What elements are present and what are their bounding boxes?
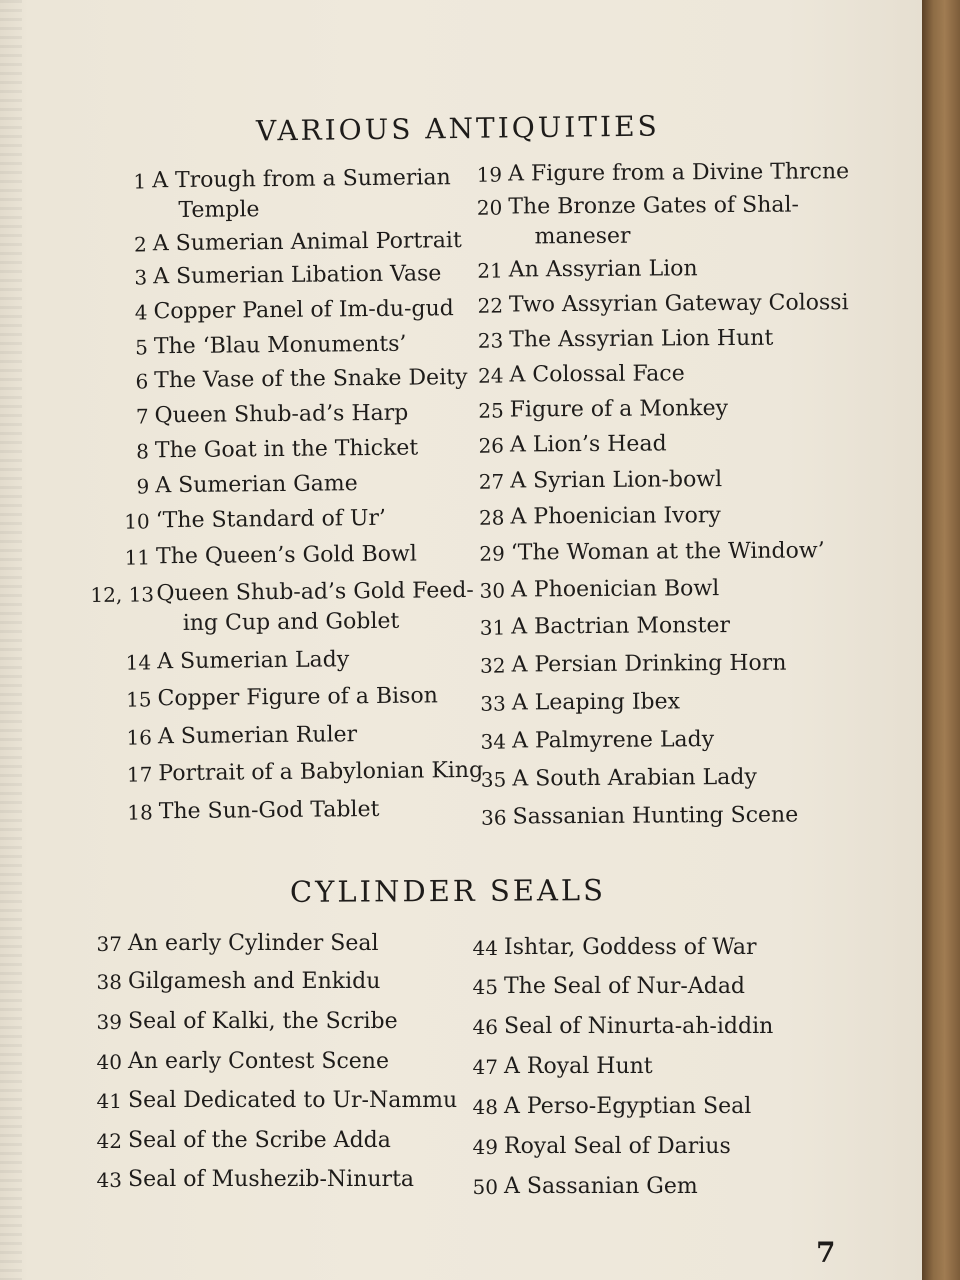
plate-title-continuation: Temple — [178, 197, 260, 224]
plate-number: 48 — [472, 1095, 498, 1119]
plate-number: 47 — [472, 1055, 498, 1079]
plate-number: 40 — [96, 1050, 122, 1074]
plate-title: Ishtar, Goddess of War — [504, 935, 757, 960]
plate-title: A Phoenician Ivory — [510, 503, 721, 530]
plate-title: Queen Shub-ad’s Gold Feed- — [156, 577, 474, 607]
plate-number: 3 — [134, 265, 148, 290]
plate-number: 35 — [480, 767, 507, 792]
plate-number: 32 — [479, 653, 506, 678]
plate-title: A Sumerian Animal Portrait — [152, 228, 462, 257]
plate-title: A Colossal Face — [509, 361, 685, 388]
plate-title: An Assyrian Lion — [508, 256, 698, 283]
section-heading-cylinder-seals: CYLINDER SEALS — [289, 873, 607, 909]
plate-number: 11 — [124, 545, 151, 570]
plate-title: A Palmyrene Lady — [511, 727, 715, 754]
plate-title: A Lion’s Head — [509, 431, 667, 458]
plate-number: 30 — [479, 578, 506, 603]
plate-title: Two Assyrian Gateway Colossi — [508, 290, 849, 318]
plate-title: The ‘Blau Monuments’ — [153, 331, 407, 360]
plate-number: 20 — [476, 195, 503, 220]
plate-number: 8 — [136, 439, 150, 464]
plate-number: 33 — [480, 691, 506, 716]
plate-number: 14 — [125, 650, 152, 675]
plate-number: 50 — [472, 1175, 498, 1199]
plate-number: 44 — [472, 936, 498, 960]
plate-title: A Sassanian Gem — [504, 1174, 698, 1199]
plate-title: A Sumerian Game — [155, 471, 358, 499]
plate-number: 10 — [124, 509, 150, 534]
plate-number: 22 — [477, 293, 504, 318]
plate-title: The Sun-God Tablet — [158, 796, 380, 825]
plate-number: 46 — [472, 1015, 498, 1039]
plate-number: 36 — [481, 805, 507, 830]
plate-title: An early Contest Scene — [128, 1049, 389, 1074]
plate-title: A South Arabian Lady — [512, 764, 757, 792]
page-number: 7 — [816, 1236, 836, 1269]
plate-title: A Perso-Egyptian Seal — [504, 1094, 752, 1119]
plate-number: 21 — [477, 258, 503, 283]
plate-title: Seal of Mushezib-Ninurta — [128, 1167, 415, 1192]
plate-number: 15 — [125, 687, 152, 712]
plate-number: 38 — [96, 970, 122, 994]
plate-number: 45 — [472, 975, 498, 999]
plate-title: The Goat in the Thicket — [154, 435, 419, 464]
plate-title: The Seal of Nur-Adad — [504, 974, 746, 999]
plate-number: 18 — [127, 800, 153, 825]
plate-number: 34 — [480, 729, 507, 754]
plate-number: 37 — [96, 932, 122, 956]
plate-title-continuation: maneser — [534, 223, 631, 250]
plate-title: Copper Panel of Im-du-gud — [153, 296, 454, 325]
plate-number: 4 — [134, 300, 148, 325]
plate-title: A Phoenician Bowl — [510, 576, 720, 603]
plate-title: A Leaping Ibex — [511, 689, 681, 716]
plate-number: 6 — [135, 369, 149, 394]
plate-title: ‘The Standard of Ur’ — [155, 505, 387, 534]
plate-number: 43 — [96, 1168, 122, 1192]
plate-number: 19 — [476, 162, 503, 187]
plate-title: A Syrian Lion-bowl — [510, 467, 723, 494]
plate-number: 39 — [96, 1010, 122, 1034]
plate-title-continuation: ing Cup and Goblet — [182, 608, 400, 637]
section-heading-antiquities: VARIOUS ANTIQUITIES — [255, 109, 660, 148]
plate-number: 1 — [133, 169, 147, 194]
plate-title: Seal of Ninurta-ah-iddin — [504, 1014, 774, 1039]
plate-title: The Vase of the Snake Deity — [154, 365, 468, 394]
plate-title: Seal of the Scribe Adda — [128, 1128, 391, 1153]
plate-number: 29 — [479, 541, 505, 566]
plate-number: 24 — [477, 363, 504, 388]
plate-title: A Figure from a Divine Thrcne — [508, 159, 850, 187]
plate-number: 23 — [477, 328, 504, 353]
plate-title: Royal Seal of Darius — [504, 1134, 731, 1159]
plate-title: Copper Figure of a Bison — [157, 683, 438, 712]
plate-title: The Queen’s Gold Bowl — [155, 541, 417, 570]
plate-title: Sassanian Hunting Scene — [512, 802, 799, 830]
plate-title: A Royal Hunt — [504, 1054, 653, 1079]
plate-number: 26 — [478, 433, 505, 458]
plate-number: 7 — [135, 404, 149, 429]
plate-title: A Sumerian Ruler — [157, 722, 358, 750]
plate-number: 17 — [126, 762, 153, 787]
plate-number: 5 — [135, 335, 149, 360]
plate-title: A Bactrian Monster — [511, 613, 731, 640]
plate-number: 2 — [133, 232, 147, 257]
plate-number: 41 — [96, 1089, 122, 1113]
plate-title: A Sumerian Libation Vase — [153, 261, 442, 290]
plate-title: Gilgamesh and Enkidu — [128, 969, 381, 994]
plate-number: 12, 13 — [90, 582, 155, 607]
plate-title: Queen Shub-ad’s Harp — [154, 400, 409, 429]
plate-title: A Sumerian Lady — [157, 647, 350, 675]
plate-title: An early Cylinder Seal — [128, 931, 379, 956]
plate-title: A Persian Drinking Horn — [511, 650, 787, 678]
plate-number: 31 — [479, 615, 506, 640]
book-edge — [922, 0, 960, 1280]
plate-number: 42 — [96, 1129, 122, 1153]
facing-page-bleed — [0, 0, 22, 1280]
plate-number: 28 — [478, 505, 505, 530]
plate-title: The Assyrian Lion Hunt — [509, 325, 774, 353]
plate-title: Seal of Kalki, the Scribe — [128, 1009, 398, 1034]
plate-title: A Trough from a Sumerian — [152, 165, 451, 194]
plate-title: Seal Dedicated to Ur-Nammu — [128, 1088, 458, 1113]
plate-number: 27 — [478, 469, 505, 494]
plate-number: 9 — [136, 474, 150, 499]
plate-title: The Bronze Gates of Shal- — [508, 192, 800, 220]
plate-number: 25 — [478, 398, 504, 423]
plate-number: 16 — [126, 725, 153, 750]
plate-title: Figure of a Monkey — [509, 396, 729, 423]
plate-title: ‘The Woman at the Window’ — [510, 538, 825, 566]
plate-title: Portrait of a Babylonian King — [158, 757, 484, 787]
plate-number: 49 — [472, 1135, 498, 1159]
